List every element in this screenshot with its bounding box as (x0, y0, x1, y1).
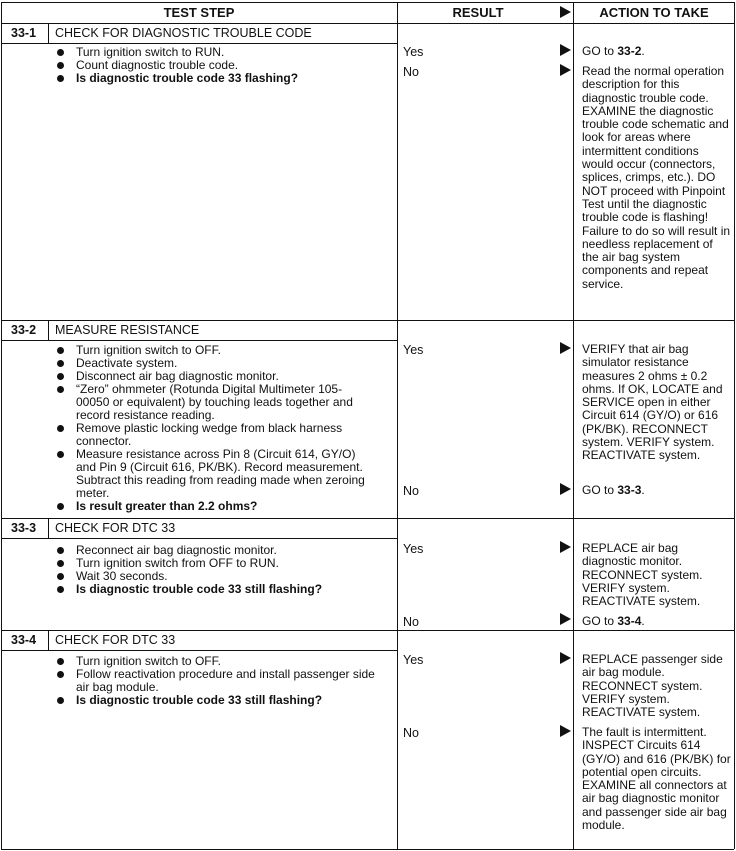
step-id-divider (48, 630, 49, 650)
arrow-right-icon (560, 342, 571, 354)
step-id: 33-2 (11, 323, 37, 337)
bullet-question: Is diagnostic trouble code 33 still flashing? (56, 694, 376, 707)
bullet-item: Measure resistance across Pin 8 (Circuit 614, GY/O) and Pin 9 (Circuit 616, PK/BK). Record measurement. Subtract this reading from reading made when zeroing meter. (56, 448, 368, 500)
step-bullets (56, 344, 368, 513)
table-bottom-border (1, 849, 734, 850)
step-bullets (56, 544, 376, 596)
bullet-item: Count diagnostic trouble code. (56, 59, 386, 72)
step-title: CHECK FOR DTC 33 (55, 633, 176, 647)
step-title: MEASURE RESISTANCE (55, 323, 200, 337)
arrow-right-icon (560, 64, 571, 76)
result-label: No (403, 726, 419, 740)
action-text: VERIFY that air bag simulator resistance measures 2 ohms ± 0.2 ohms. If OK, LOCATE and SERVICE open in either Circuit 614 (GY/O) or 616 (PK/BK). RECONNECT system. VERIFY system. REACTIVATE system. (582, 342, 723, 463)
bullet-item: Turn ignition switch to OFF. (56, 655, 376, 668)
step-title-underline (1, 340, 397, 341)
header-bottom-border (1, 23, 734, 24)
arrow-right-icon (560, 652, 571, 664)
result-label: No (403, 65, 419, 79)
result-label: Yes (403, 653, 424, 667)
bullet-item: Turn ignition switch from OFF to RUN. (56, 557, 376, 570)
action-text: The fault is intermittent. INSPECT Circuits 614 (GY/O) and 616 (PK/BK) for potential open circuits. EXAMINE all connectors at air bag diagnostic monitor and passenger side air bag module. (582, 725, 731, 833)
action-text: GO to 33-2. (582, 44, 645, 58)
bullet-question: Is result greater than 2.2 ohms? (56, 500, 368, 513)
right-border (734, 2, 735, 849)
action-text: GO to 33-3. (582, 483, 645, 497)
step-title: CHECK FOR DTC 33 (55, 521, 176, 535)
bullet-item: Wait 30 seconds. (56, 570, 376, 583)
bullet-item: Follow reactivation procedure and install passenger side air bag module. (56, 668, 376, 694)
step-id-divider (48, 320, 49, 340)
step-bullets (56, 46, 386, 85)
step-id: 33-3 (11, 521, 37, 535)
step-title-underline (1, 650, 397, 651)
bullet-item: Remove plastic locking wedge from black harness connector. (56, 422, 368, 448)
header-test-step: TEST STEP (163, 5, 235, 20)
result-label: Yes (403, 343, 424, 357)
action-text: REPLACE passenger side air bag module. RECONNECT system. VERIFY system. REACTIVATE system. (582, 652, 723, 720)
action-column-divider (573, 2, 574, 849)
left-border (1, 2, 2, 849)
result-label: No (403, 615, 419, 629)
arrow-right-icon (560, 613, 571, 625)
step-bullets (56, 655, 376, 707)
step-title-underline (1, 43, 397, 44)
step-title: CHECK FOR DIAGNOSTIC TROUBLE CODE (55, 26, 312, 40)
step-id-divider (48, 518, 49, 538)
action-text: GO to 33-4. (582, 614, 645, 628)
result-column-divider (397, 2, 398, 849)
arrow-right-icon (560, 541, 571, 553)
bullet-item: “Zero” ohmmeter (Rotunda Digital Multimeter 105-00050 or equivalent) by touching leads together and record resistance reading. (56, 383, 368, 422)
row-separator (1, 320, 734, 321)
arrow-right-icon (560, 44, 571, 56)
step-id: 33-1 (11, 26, 37, 40)
table-top-border (1, 2, 734, 3)
header-action: ACTION TO TAKE (599, 5, 709, 20)
bullet-item: Turn ignition switch to OFF. (56, 344, 368, 357)
arrow-right-icon (560, 483, 571, 495)
bullet-question: Is diagnostic trouble code 33 still flashing? (56, 583, 376, 596)
step-id-divider (48, 23, 49, 43)
bullet-item: Disconnect air bag diagnostic monitor. (56, 370, 368, 383)
arrow-right-icon (560, 6, 571, 18)
step-title-underline (1, 538, 397, 539)
arrow-right-icon (560, 725, 571, 737)
row-separator (1, 630, 734, 631)
row-separator (1, 518, 734, 519)
header-result: RESULT (452, 5, 504, 20)
result-label: Yes (403, 45, 424, 59)
action-text: REPLACE air bag diagnostic monitor. RECONNECT system. VERIFY system. REACTIVATE system. (582, 541, 703, 609)
result-label: Yes (403, 542, 424, 556)
action-text: Read the normal operation description for this diagnostic trouble code. EXAMINE the diagnostic trouble code schematic and look for areas where intermittent conditions would occur (connectors, splices, crimps, etc.). DO NOT proceed with Pinpoint Test until the diagnostic trouble code is flashing! Failure to do so will result in needless replacement of the air bag system components and repeat service. (582, 64, 731, 291)
bullet-question: Is diagnostic trouble code 33 flashing? (56, 72, 386, 85)
bullet-item: Deactivate system. (56, 357, 368, 370)
bullet-item: Reconnect air bag diagnostic monitor. (56, 544, 376, 557)
bullet-item: Turn ignition switch to RUN. (56, 46, 386, 59)
result-label: No (403, 484, 419, 498)
step-id: 33-4 (11, 633, 37, 647)
